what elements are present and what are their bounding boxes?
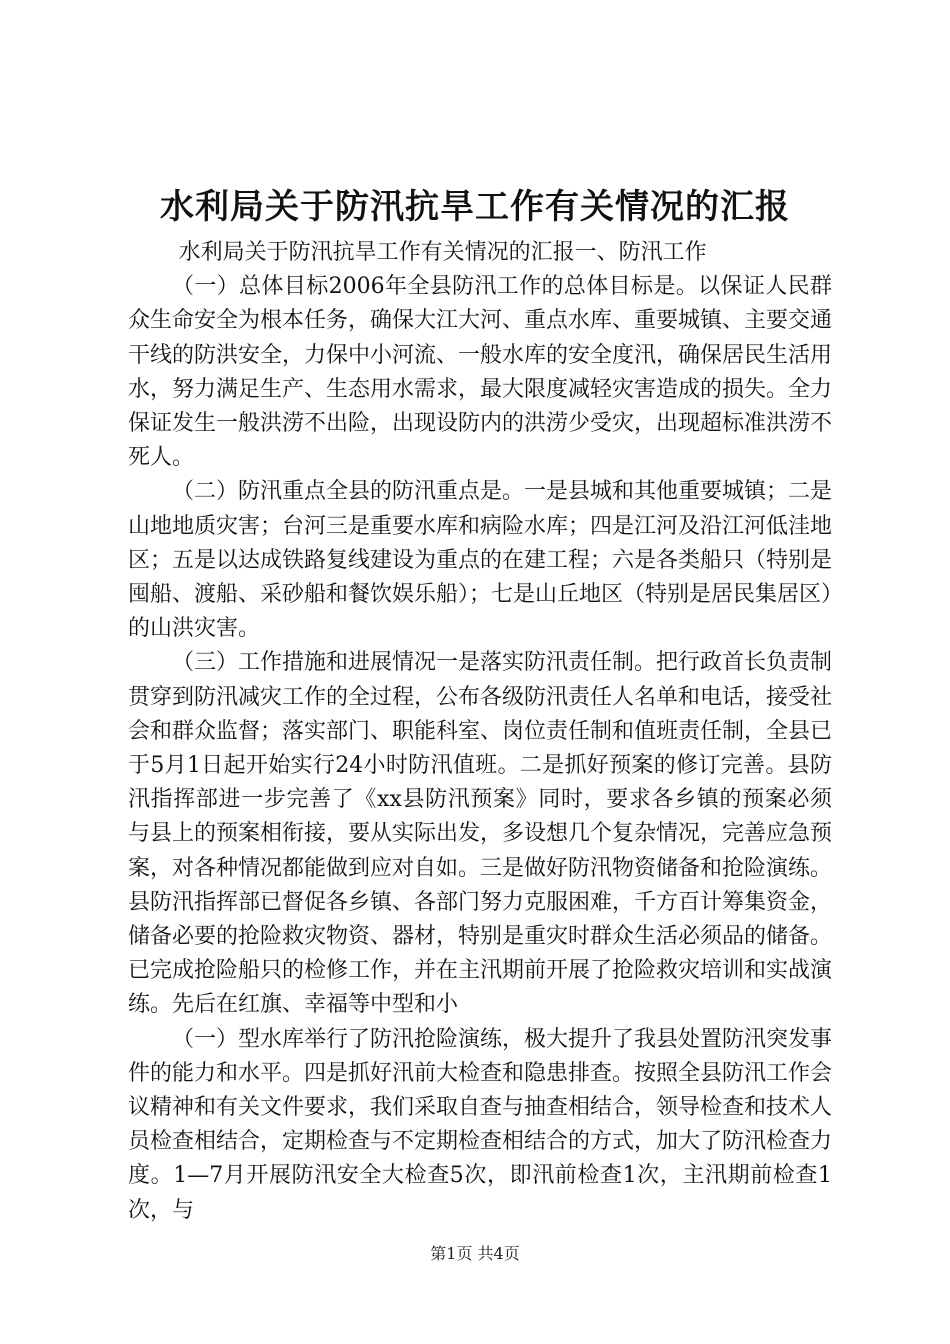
paragraph-measures: （三）工作措施和进展情况一是落实防汛责任制。把行政首长负责制贯穿到防汛减灾工作的全过程，公布各级防汛责任人名单和电话，接受社会和群众监督；落实部门、职能科室、岗位责任制和值班责任制，全县已于5月1日起开始实行24小时防汛值班。二是抓好预案的修订完善。县防汛指挥部进一步完善了《xx县防汛预案》同时，要求各乡镇的预案必须与县上的预案相衔接，要从实际出发，多设想几个复杂情况，完善应急预案，对各种情况都能做到应对自如。三是做好防汛物资储备和抢险演练。县防汛指挥部已督促各乡镇、各部门努力克服困难，千方百计筹集资金，储备必要的抢险救灾物资、器材，特别是重灾时群众生活必须品的储备。已完成抢险船只的检修工作，并在主汛期前开展了抢险救灾培训和实战演练。先后在红旗、幸福等中型和小 — [128, 650, 833, 1018]
paragraph-key-points: （二）防汛重点全县的防汛重点是。一是县城和其他重要城镇；二是山地地质灾害；台河三是重要水库和病险水库；四是江河及沿江河低洼地区；五是以达成铁路复线建设为重点的在建工程；六是各类船只（特别是囤船、渡船、采砂船和餐饮娱乐船）；七是山丘地区（特别是居民集居区）的山洪灾害。 — [128, 479, 833, 642]
document-body — [128, 236, 832, 1228]
paragraph-drills-inspection: （一）型水库举行了防汛抢险演练，极大提升了我县处置防汛突发事件的能力和水平。四是抓好汛前大检查和隐患排查。按照全县防汛工作会议精神和有关文件要求，我们采取自查与抽查相结合，领导检查和技术人员检查相结合，定期检查与不定期检查相结合的方式，加大了防汛检查力度。1—7月开展防汛安全大检查5次，即汛前检查1次，主汛期前检查1次，与 — [128, 1026, 833, 1223]
paragraph-overall-goal: （一）总体目标2006年全县防汛工作的总体目标是。以保证人民群众生命安全为根本任务，确保大江大河、重点水库、重要城镇、主要交通干线的防洪安全，力保中小河流、一般水库的安全度汛，确保居民生活用水，努力满足生产、生态用水需求，最大限度减轻灾害造成的损失。全力保证发生一般洪涝不出险，出现设防内的洪涝少受灾，出现超标准洪涝不死人。 — [128, 274, 833, 471]
paragraph-intro: 水利局关于防汛抗旱工作有关情况的汇报一、防汛工作 — [178, 240, 707, 265]
page-footer: 第1页 共4页 — [430, 1244, 520, 1263]
document-title: 水利局关于防汛抗旱工作有关情况的汇报 — [160, 187, 790, 227]
